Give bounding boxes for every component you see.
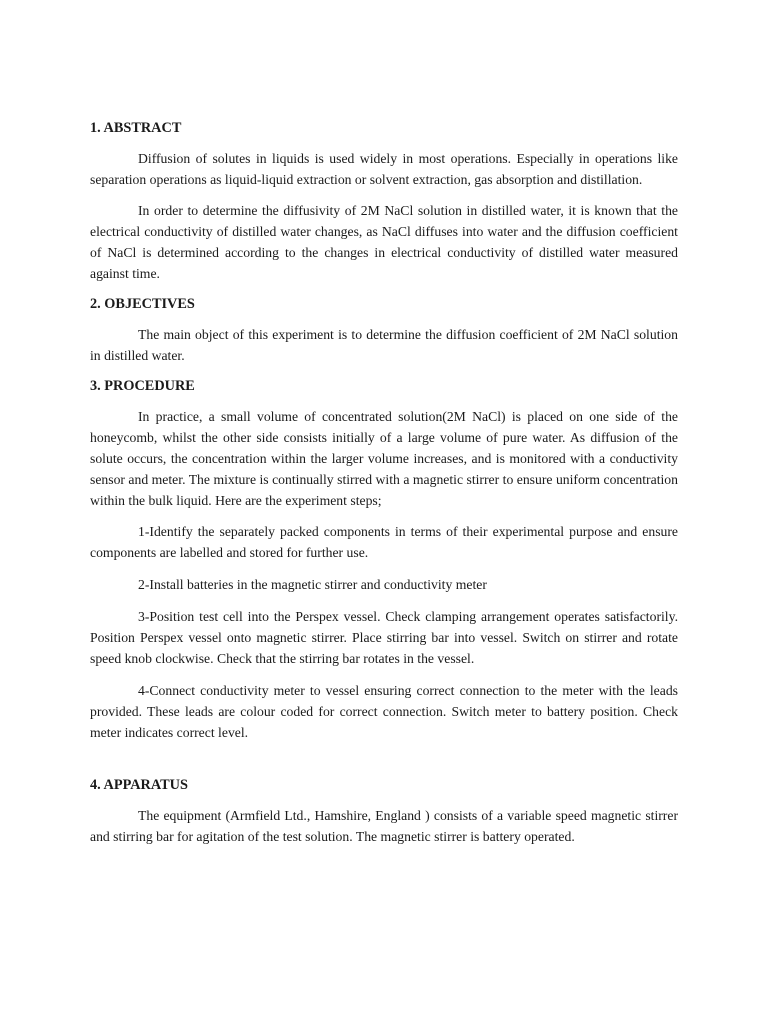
section-heading-abstract: 1. ABSTRACT <box>90 120 182 136</box>
section-heading-objectives: 2. OBJECTIVES <box>90 296 195 312</box>
abstract-paragraph: Diffusion of solutes in liquids is used widely in most operations. Especially in operations like separation operations as liquid-liquid extraction or solvent extraction, gas absorption and distillation. <box>90 151 678 187</box>
objectives-paragraph: The main object of this experiment is to determine the diffusion coefficient of 2M NaCl solution in distilled water. <box>90 327 678 363</box>
apparatus-paragraph: The equipment (Armfield Ltd., Hamshire, England ) consists of a variable speed magnetic stirrer and stirring bar for agitation of the test solution. The magnetic stirrer is battery operated. <box>90 808 678 844</box>
abstract-paragraph: In order to determine the diffusivity of 2M NaCl solution in distilled water, it is known that the electrical conductivity of distilled water changes, as NaCl diffuses into water and the diffusion coefficient of NaCl is determined according to the changes in electrical conductivity of distilled water measured against time. <box>90 203 678 281</box>
procedure-step: 1-Identify the separately packed components in terms of their experimental purpose and ensure components are labelled and stored for further use. <box>90 524 678 560</box>
procedure-step: 3-Position test cell into the Perspex vessel. Check clamping arrangement operates satisfactorily. Position Perspex vessel onto magnetic stirrer. Place stirring bar into vessel. Switch on stirrer and rotate speed knob clockwise. Check that the stirring bar rotates in the vessel. <box>90 609 678 666</box>
procedure-intro-paragraph: In practice, a small volume of concentrated solution(2M NaCl) is placed on one side of the honeycomb, whilst the other side consists initially of a large volume of pure water. As diffusion of the solute occurs, the concentration within the larger volume increases, and is monitored with a conductivity sensor and meter. The mixture is continually stirred with a magnetic stirrer to ensure uniform concentration within the bulk liquid. Here are the experiment steps; <box>90 409 678 508</box>
document-page <box>90 118 678 847</box>
procedure-step: 2-Install batteries in the magnetic stirrer and conductivity meter <box>138 577 487 592</box>
procedure-step: 4-Connect conductivity meter to vessel ensuring correct connection to the meter with the leads provided. These leads are colour coded for correct connection. Switch meter to battery position. Check meter indicates correct level. <box>90 683 678 740</box>
section-heading-procedure: 3. PROCEDURE <box>90 378 195 394</box>
section-heading-apparatus: 4. APPARATUS <box>90 777 188 793</box>
